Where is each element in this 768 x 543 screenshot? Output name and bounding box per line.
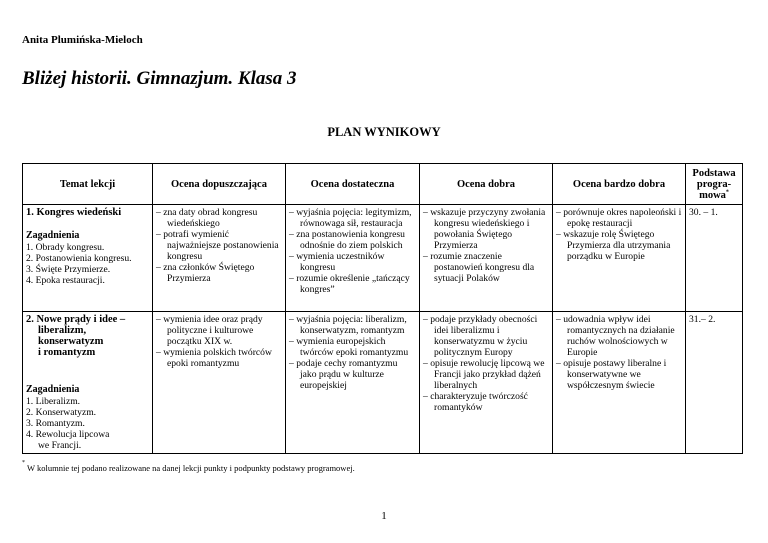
- dopuszczajaca-cell: [153, 312, 286, 454]
- dobra-cell: [420, 312, 553, 454]
- author-name: Anita Plumińska-Mieloch: [22, 34, 143, 46]
- podstawa-line3: mowa*: [699, 189, 729, 201]
- dobra-cell: [420, 205, 553, 312]
- zagadnienia-label: Zagadnienia: [26, 230, 80, 241]
- dostateczna-cell: [286, 205, 420, 312]
- requirement-item: – wyjaśnia pojęcia: legitymizm, równowaga sił, restauracja: [289, 207, 412, 229]
- requirement-item: – wymienia europejskich twórców epoki romantyzmu: [289, 336, 409, 358]
- podstawa-cell: 31.– 2.: [686, 312, 743, 454]
- dopuszczajaca-cell: [153, 205, 286, 312]
- podstawa-line2: progra-: [696, 178, 732, 190]
- requirement-item: – zna członków Świętego Przymierza: [156, 262, 255, 284]
- list-item: 3. Romantyzm.: [26, 418, 85, 429]
- zagadnienia-list: [26, 242, 149, 286]
- podstawa-cell: 30. – 1.: [686, 205, 743, 312]
- requirement-item: – rozumie określenie „tańczący kongres”: [289, 273, 410, 295]
- topic-cell: [23, 312, 153, 454]
- footnote: [22, 460, 355, 473]
- bardzo-dobra-cell: [553, 312, 686, 454]
- topic-title-line3: i romantyzm: [38, 347, 96, 358]
- footnote-mark: *: [22, 460, 25, 467]
- book-title: Bliżej historii. Gimnazjum. Klasa 3: [22, 68, 297, 89]
- plan-title: PLAN WYNIKOWY: [327, 125, 441, 139]
- table-header-row: [23, 164, 743, 205]
- requirement-item: – udowadnia wpływ idei romantycznych na działanie ruchów wolnościowych w Europie: [556, 314, 675, 358]
- footnote-text: W kolumnie tej podano realizowane na danej lekcji punkty i podpunkty podstawy programowej.: [26, 463, 355, 473]
- list-item: 4. Epoka restauracji.: [26, 275, 105, 286]
- list-item: 3. Święte Przymierze.: [26, 264, 111, 275]
- topic-title: 2. Nowe prądy i idee –: [26, 314, 126, 325]
- table-row: [23, 312, 743, 454]
- requirement-item: – wymienia idee oraz prądy polityczne i kulturowe początku XIX w.: [156, 314, 263, 347]
- requirement-item: – rozumie znaczenie postanowień kongresu dla sytuacji Polaków: [423, 251, 535, 284]
- requirement-item: – wskazuje przyczyny zwołania kongresu wiedeńskiego i powołania Świętego Przymierza: [423, 207, 546, 251]
- col-header-podstawa: [686, 164, 743, 205]
- requirement-item: – wyjaśnia pojęcia: liberalizm, konserwatyzm, romantyzm: [289, 314, 407, 336]
- requirement-item: – wymienia polskich twórców epoki romantyzmu: [156, 347, 272, 369]
- requirement-item: – podaje przykłady obecności idei liberalizmu i konserwatyzmu w życiu politycznym Europy: [423, 314, 538, 358]
- bardzo-dobra-cell: [553, 205, 686, 312]
- col-header-bardzo-dobra: Ocena bardzo dobra: [553, 164, 686, 205]
- dostateczna-cell: [286, 312, 420, 454]
- requirement-item: – opisuje rewolucję lipcową we Francji jako przykład dążeń liberalnych: [423, 358, 545, 391]
- list-item: 2. Postanowienia kongresu.: [26, 253, 132, 264]
- plan-table: [22, 163, 743, 454]
- list-item: we Francji.: [38, 440, 82, 451]
- col-header-dostateczna: Ocena dostateczna: [286, 164, 420, 205]
- list-item: 4. Rewolucja lipcowa: [26, 429, 110, 440]
- podstawa-line1: Podstawa: [692, 167, 736, 179]
- zagadnienia-list: [26, 396, 149, 451]
- requirement-item: – zna postanowienia kongresu odnośnie do ziem polskich: [289, 229, 405, 251]
- col-header-dobra: Ocena dobra: [420, 164, 553, 205]
- list-item: 1. Obrady kongresu.: [26, 242, 105, 253]
- list-item: 2. Konserwatyzm.: [26, 407, 97, 418]
- zagadnienia-label: Zagadnienia: [26, 384, 80, 395]
- requirement-item: – opisuje postawy liberalne i konserwatywne we współczesnym świecie: [556, 358, 667, 391]
- topic-title: 1. Kongres wiedeński: [26, 207, 122, 218]
- page-number: 1: [381, 510, 387, 522]
- list-item: 1. Liberalizm.: [26, 396, 81, 407]
- requirement-item: – wymienia uczestników kongresu: [289, 251, 385, 273]
- requirement-item: – charakteryzuje twórczość romantyków: [423, 391, 528, 413]
- table-row: [23, 205, 743, 312]
- requirement-item: – potrafi wymienić najważniejsze postanowienia kongresu: [156, 229, 279, 262]
- requirement-item: – zna daty obrad kongresu wiedeńskiego: [156, 207, 258, 229]
- topic-cell: [23, 205, 153, 312]
- col-header-dopuszczajaca: Ocena dopuszczająca: [153, 164, 286, 205]
- col-header-temat: Temat lekcji: [23, 164, 153, 205]
- topic-title-line2: liberalizm, konserwatyzm: [38, 325, 104, 347]
- requirement-item: – wskazuje rolę Świętego Przymierza dla utrzymania porządku w Europie: [556, 229, 671, 262]
- requirement-item: – porównuje okres napoleoński i epokę restauracji: [556, 207, 682, 229]
- footnote-mark: *: [725, 189, 729, 195]
- requirement-item: – podaje cechy romantyzmu jako prądu w kulturze europejskiej: [289, 358, 398, 391]
